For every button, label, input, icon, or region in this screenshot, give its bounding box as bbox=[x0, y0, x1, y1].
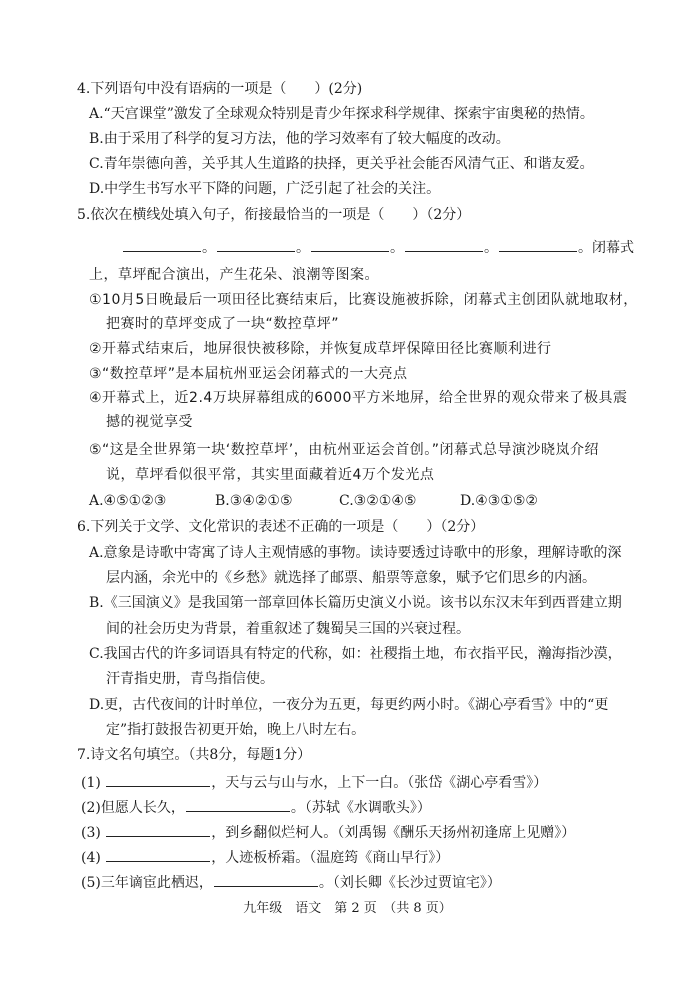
q5-period: 。 bbox=[578, 240, 592, 256]
q5-sentence-2: ②开幕式结束后，地屏很快被移除，并恢复成草坪保障田径比赛顺利进行 bbox=[89, 341, 552, 357]
q7-item-2-prefix: (2)但愿人长久， bbox=[81, 800, 185, 816]
q5-blank bbox=[217, 238, 295, 252]
q7-item-4-text: ，人迹板桥霜。（温庭筠《商山早行》） bbox=[211, 850, 450, 866]
q7-item-1 bbox=[81, 773, 547, 792]
q4-option-a: A.“天宫课堂”激发了全球观众特别是青少年探求科学规律、探索宇宙奥秘的热情。 bbox=[89, 106, 594, 122]
q7-blank bbox=[106, 773, 210, 787]
q7-item-5 bbox=[81, 873, 501, 892]
q5-sentence-5-cont: 说，草坪看似很平常，其实里面藏着近4万个发光点 bbox=[106, 467, 435, 483]
q5-option-c: C.③②①④⑤ bbox=[339, 493, 417, 509]
q5-blank bbox=[499, 238, 577, 252]
q4-option-c: C.青年崇德向善，关乎其人生道路的抉择，更关乎社会能否风清气正、和谐友爱。 bbox=[89, 156, 594, 172]
q5-period: 。 bbox=[202, 240, 216, 256]
q5-blank bbox=[405, 238, 483, 252]
q7-blank bbox=[186, 798, 290, 812]
q7-stem: 7.诗文名句填空。（共8分，每题1分） bbox=[77, 747, 312, 763]
q6-stem: 6.下列关于文学、文化常识的表述不正确的一项是（ ）（2分） bbox=[77, 519, 485, 535]
q5-period: 。 bbox=[390, 240, 404, 256]
q7-item-5-prefix: (5)三年谪宦此栖迟， bbox=[81, 875, 213, 891]
q6-option-c-cont: 汗青指史册，青鸟指信使。 bbox=[106, 671, 274, 687]
q5-option-b: B.③④②①⑤ bbox=[215, 493, 293, 509]
q6-option-c: C.我国古代的许多词语具有特定的代称，如：社稷指土地，布衣指平民，瀚海指沙漠， bbox=[89, 646, 622, 662]
q7-item-2-text: 。（苏轼《水调歌头》） bbox=[290, 800, 431, 816]
q7-item-1-number: (1) bbox=[81, 775, 101, 791]
q5-stem: 5.依次在横线处填入句子，衔接最恰当的一项是（ ）（2分） bbox=[77, 207, 471, 223]
q6-option-a: A.意象是诗歌中寄寓了诗人主观情感的事物。读诗要透过诗歌中的形象，理解诗歌的深 bbox=[89, 545, 622, 561]
q5-blanks-line bbox=[122, 238, 634, 257]
q4-option-d: D.中学生书写水平下降的问题，广泛引起了社会的关注。 bbox=[89, 181, 441, 197]
q5-blank bbox=[311, 238, 389, 252]
q5-period: 。 bbox=[296, 240, 310, 256]
q5-tail: 闭幕式 bbox=[592, 240, 634, 256]
q7-blank bbox=[106, 823, 210, 837]
q5-sentence-3: ③“数控草坪”是本届杭州亚运会闭幕式的一大亮点 bbox=[89, 366, 408, 382]
q7-item-1-text: ，天与云与山与水，上下一白。（张岱《湖心亭看雪》） bbox=[211, 775, 548, 791]
q4-option-b: B.由于采用了科学的复习方法，他的学习效率有了较大幅度的改动。 bbox=[89, 131, 510, 147]
q7-item-3-number: (3) bbox=[81, 825, 101, 841]
q7-item-2 bbox=[81, 798, 431, 817]
q5-sentence-4-cont: 撼的视觉享受 bbox=[106, 414, 193, 430]
q6-option-d-cont: 定”指打鼓报告初更开始，晚上八时左右。 bbox=[106, 722, 366, 738]
q7-item-5-text: 。（刘长卿《长沙过贾谊宅》） bbox=[318, 875, 501, 891]
q6-option-a-cont: 层内涵，余光中的《乡愁》就选择了邮票、船票等意象，赋予它们思乡的内涵。 bbox=[106, 570, 596, 586]
q5-period: 。 bbox=[484, 240, 498, 256]
q7-blank bbox=[214, 873, 318, 887]
q6-option-d: D.更，古代夜间的计时单位，一夜分为五更，每更约两小时。《湖心亭看雪》中的“更 bbox=[89, 697, 609, 713]
q5-blank bbox=[123, 238, 201, 252]
page-footer: 九年级 语文 第 2 页 （共 8 页） bbox=[243, 901, 452, 916]
q7-blank bbox=[106, 848, 210, 862]
q5-option-a: A.④⑤①②③ bbox=[89, 493, 167, 509]
q5-context: 上，草坪配合演出，产生花朵、浪潮等图案。 bbox=[89, 267, 379, 283]
q7-item-3-text: ，到乡翻似烂柯人。（刘禹锡《酬乐天扬州初逢席上见赠》） bbox=[211, 825, 576, 841]
q5-sentence-1: ①10月5日晚最后一项田径比赛结束后，比赛设施被拆除，闭幕式主创团队就地取材， bbox=[89, 292, 638, 308]
q5-sentence-5: ⑤“这是全世界第一块‘数控草坪’，由杭州亚运会首创。”闭幕式总导演沙晓岚介绍 bbox=[89, 442, 599, 458]
q5-sentence-4: ④开幕式上，近2.4万块屏幕组成的6000平方米地屏，给全世界的观众带来了极具震 bbox=[89, 390, 628, 406]
q7-item-3 bbox=[81, 823, 575, 842]
q7-item-4 bbox=[81, 848, 449, 867]
q6-option-b: B.《三国演义》是我国第一部章回体长篇历史演义小说。该书以东汉末年到西晋建立期 bbox=[89, 595, 622, 611]
q5-option-d: D.④③①⑤② bbox=[460, 493, 538, 509]
q6-option-b-cont: 间的社会历史为背景，着重叙述了魏蜀吴三国的兴衰过程。 bbox=[106, 621, 470, 637]
q4-stem: 4.下列语句中没有语病的一项是（ ）(2分) bbox=[77, 81, 363, 97]
q5-sentence-1-cont: 把赛时的草坪变成了一块“数控草坪” bbox=[106, 316, 340, 332]
q7-item-4-number: (4) bbox=[81, 850, 101, 866]
